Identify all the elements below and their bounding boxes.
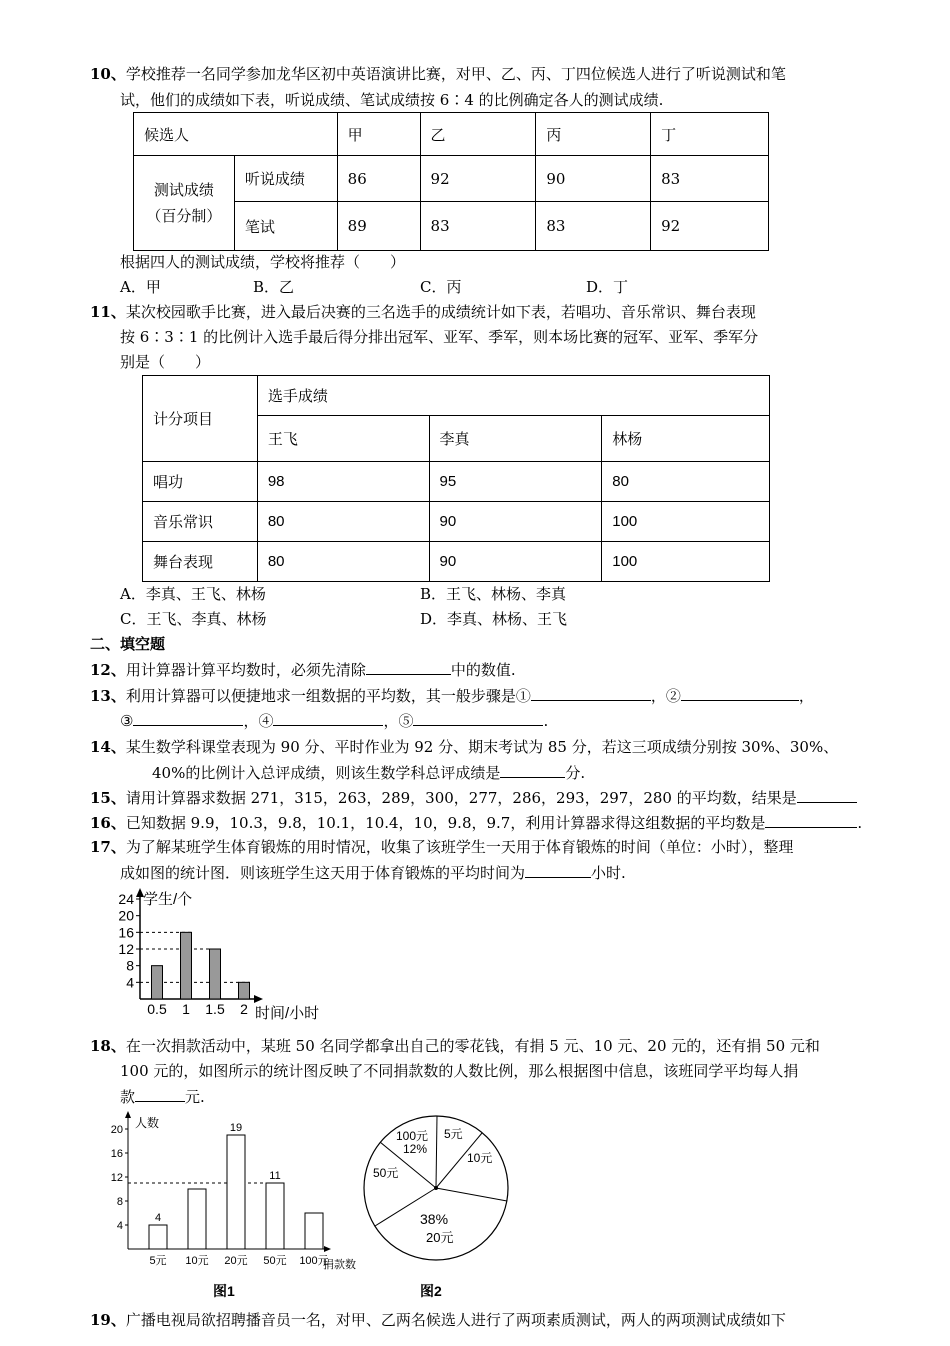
q12-answer-blank[interactable] <box>366 659 451 675</box>
q14-answer-blank[interactable] <box>500 762 565 778</box>
chart2-bar <box>266 1183 284 1249</box>
q17-line1 <box>90 837 793 857</box>
q13-end: . <box>543 712 549 730</box>
pie-caption: 图2 <box>420 1283 442 1299</box>
q13-blank-1[interactable] <box>531 685 651 701</box>
q11-header-row <box>143 376 770 416</box>
q10-group-label <box>134 156 235 251</box>
chart2-ytick-label: 8 <box>116 1196 123 1208</box>
chart2-xtick-label: 20元 <box>224 1255 248 1267</box>
q11-player-lizhen: 李真 <box>429 416 602 462</box>
chart2-data-label: 4 <box>154 1212 162 1224</box>
chart1-bar <box>210 949 221 999</box>
q13-blank-3[interactable] <box>133 710 243 726</box>
q17-line2 <box>120 862 626 883</box>
pie-percent-100: 12% <box>403 1142 428 1156</box>
q11-number: 11、 <box>90 303 126 321</box>
q17-text-2a: 成如图的统计图．则该班学生这天用于体育锻炼的平均时间为 <box>120 864 526 882</box>
chart1-xlabel: 时间/小时 <box>255 1005 320 1022</box>
q10-number: 10、 <box>90 65 126 83</box>
chart1-ytick-label: 12 <box>118 941 134 957</box>
chart2-xtick-label: 10元 <box>185 1255 209 1267</box>
chart2-xtick-label: 5元 <box>149 1255 167 1267</box>
q13-blank-2[interactable] <box>681 685 799 701</box>
chart2-data-label: 11 <box>269 1170 281 1182</box>
q10-header-bing: 丙 <box>536 113 651 156</box>
q18-text-3b: 元. <box>185 1088 205 1106</box>
q10-cell: 89 <box>337 202 420 251</box>
chart1-ytick-label: 4 <box>126 974 134 991</box>
q11-line1 <box>90 302 756 322</box>
q12-text-b: 中的数值. <box>450 661 516 679</box>
chart1-ytick-label: 24 <box>118 891 134 907</box>
q12-number: 12、 <box>90 661 126 679</box>
q13-blank-5[interactable] <box>413 710 543 726</box>
q11-cell: 80 <box>602 462 770 502</box>
q11-row-label: 唱功 <box>143 462 258 502</box>
q10-option-d: D．丁 <box>586 278 629 296</box>
chart2-bars <box>149 1135 323 1249</box>
q14-line1 <box>90 737 838 757</box>
q10-header-jia: 甲 <box>337 113 420 156</box>
q10-header-row <box>134 113 769 156</box>
chart2-xtick-label: 100元 <box>299 1255 329 1267</box>
q14-line2 <box>152 762 585 783</box>
q10-cell: 83 <box>420 202 536 251</box>
pie-label-10: 10元 <box>467 1151 493 1165</box>
q12 <box>90 659 516 680</box>
chart1-xtick-label: 0.5 <box>147 1001 167 1017</box>
q13-mark-3: ③ <box>120 712 134 730</box>
q10-option-a: A．甲 <box>120 278 161 296</box>
q19-number: 19、 <box>90 1311 126 1329</box>
chart1-ylabel: 学生/个 <box>143 891 193 908</box>
q19 <box>90 1310 786 1330</box>
chart1-bar <box>239 982 250 999</box>
q11-option-b: B．王飞、林杨、李真 <box>420 585 567 603</box>
chart2-xlabel: 捐款数 <box>323 1259 356 1271</box>
q10-cell: 86 <box>337 156 420 202</box>
q10-question: 根据四人的测试成绩，学校将推荐（ ） <box>120 253 406 271</box>
q12-text-a: 用计算器计算平均数时，必须先清除 <box>125 661 366 679</box>
q13-line1 <box>90 685 814 706</box>
q16 <box>90 812 862 833</box>
q13-number: 13、 <box>90 687 126 705</box>
chart1-ytick-label: 8 <box>126 957 134 974</box>
q17-answer-blank[interactable] <box>525 862 591 878</box>
q10-header-yi: 乙 <box>420 113 536 156</box>
chart1-y-ticks <box>118 891 140 990</box>
q14-text-1: 某生数学科课堂表现为 90 分、平时作业为 92 分、期末考试为 85 分，若这三项成绩分别按 30%、30%、 <box>125 738 839 756</box>
chart1-ytick-label: 16 <box>118 924 134 941</box>
q17-number: 17、 <box>90 838 126 856</box>
pie-label-20: 20元 <box>426 1230 454 1245</box>
chart2-bar <box>149 1225 167 1249</box>
q10-line1 <box>90 64 786 84</box>
q11-corner: 计分项目 <box>143 376 258 462</box>
q14-text-2b: 分. <box>565 764 586 782</box>
q11-player-linyang: 林杨 <box>602 416 770 462</box>
q17-text-1: 为了解某班学生体育锻炼的用时情况，收集了该班学生一天用于体育锻炼的时间（单位：小时），整理 <box>125 838 794 856</box>
q19-text: 广播电视局欲招聘播音员一名，对甲、乙两名候选人进行了两项素质测试，两人的两项测试成绩如下 <box>125 1311 786 1329</box>
chart2-ylabel: 人数 <box>135 1116 160 1130</box>
chart2-xtick-label: 50元 <box>263 1255 287 1267</box>
q10-cell: 92 <box>651 202 769 251</box>
q11-option-a: A．李真、王飞、林杨 <box>120 585 266 603</box>
q11-cell: 90 <box>429 542 602 582</box>
q11-cell: 80 <box>257 542 429 582</box>
q13-line2 <box>120 710 548 731</box>
q10-cell: 83 <box>536 202 651 251</box>
chart2-ytick-label: 12 <box>110 1172 123 1184</box>
q13-text-a: 利用计算器可以便捷地求一组数据的平均数，其一般步骤是① <box>125 687 531 705</box>
q11-cell: 80 <box>257 502 429 542</box>
q10-group-label-2: （百分制） <box>146 207 222 225</box>
q13-mark-4: ，④ <box>243 712 274 730</box>
chart1-xtick-label: 1.5 <box>205 1001 225 1017</box>
chart2-caption: 图1 <box>213 1283 235 1299</box>
chart2-bar <box>188 1189 206 1249</box>
chart2-data-label: 19 <box>229 1122 243 1134</box>
pie-label-100: 100元 <box>396 1129 429 1143</box>
q18-line2: 100 元的，如图所示的统计图反映了不同捐款数的人数比例，那么根据图中信息，该班同学平均每人捐 <box>120 1062 799 1080</box>
donation-pie-chart <box>360 1108 520 1300</box>
q10-row-listening <box>134 156 769 202</box>
q13-blank-4[interactable] <box>273 710 383 726</box>
q16-end: . <box>857 814 863 832</box>
q11-cell: 90 <box>429 502 602 542</box>
q10-header-ding: 丁 <box>651 113 769 156</box>
q18-number: 18、 <box>90 1037 126 1055</box>
chart2-ytick-label: 4 <box>116 1220 123 1232</box>
donation-bar-chart <box>105 1110 360 1300</box>
chart2-bar <box>227 1135 245 1249</box>
q11-row-label: 音乐常识 <box>143 502 258 542</box>
q18-text-3a: 款 <box>120 1088 136 1106</box>
q18-answer-blank[interactable] <box>135 1086 185 1102</box>
chart2-x-ticks <box>149 1254 328 1267</box>
q18-text-1: 在一次捐款活动中，某班 50 名同学都拿出自己的零花钱，有捐 5 元、10 元、20 元的，还有捐 50 元和 <box>125 1037 820 1055</box>
q15 <box>90 787 857 808</box>
q11-line3: 别是（ ） <box>120 353 211 371</box>
chart1-bar <box>152 966 163 999</box>
chart1-xtick-label: 2 <box>240 1001 248 1017</box>
q10-cell: 90 <box>536 156 651 202</box>
pie-percent-20: 38% <box>420 1211 449 1227</box>
q11-text-1: 某次校园歌手比赛，进入最后决赛的三名选手的成绩统计如下表，若唱功、音乐常识、舞台表现 <box>125 303 756 321</box>
chart1-xtick-label: 1 <box>182 1001 190 1017</box>
q13-comma-2: ，② <box>650 687 681 705</box>
chart2-y-ticks <box>111 1124 128 1232</box>
q11-score-table <box>142 375 770 582</box>
chart1-x-ticks <box>147 1001 248 1017</box>
q11-row-label: 舞台表现 <box>143 542 258 582</box>
q11-line2: 按 6∶3∶1 的比例计入选手最后得分排出冠军、亚军、季军，则本场比赛的冠军、亚军、季军分 <box>120 328 759 346</box>
q18-line1 <box>90 1036 820 1056</box>
q10-cell: 92 <box>420 156 536 202</box>
q11-option-c: C．王飞、李真、林杨 <box>120 610 267 628</box>
q10-group-label-1: 测试成绩 <box>153 181 214 199</box>
q15-number: 15、 <box>90 789 126 807</box>
q11-cell: 100 <box>602 502 770 542</box>
q10-option-b: B．乙 <box>253 278 295 296</box>
q11-row-stage <box>143 542 770 582</box>
q10-cell: 83 <box>651 156 769 202</box>
q10-line2: 试，他们的成绩如下表，听说成绩、笔试成绩按 6∶4 的比例确定各人的测试成绩. <box>120 91 664 109</box>
q16-text: 已知数据 9.9，10.3，9.8，10.1，10.4，10，9.8，9.7，利用计算器求得这组数据的平均数是 <box>125 814 766 832</box>
pie-label-5: 5元 <box>444 1127 463 1141</box>
q11-option-d: D．李真、林杨、王飞 <box>420 610 568 628</box>
q11-row-singing <box>143 462 770 502</box>
q11-player-wangfei: 王飞 <box>257 416 429 462</box>
chart2-bar <box>305 1213 323 1249</box>
q13-comma-3: ， <box>798 687 814 705</box>
q16-answer-blank[interactable] <box>765 812 857 828</box>
chart1-bars <box>152 932 250 999</box>
q15-text: 请用计算器求数据 271，315，263，289，300，277，286，293，297，280 的平均数，结果是 <box>125 789 797 807</box>
q13-mark-5: ，⑤ <box>383 712 414 730</box>
exercise-time-bar-chart <box>95 882 355 1022</box>
pie-center <box>434 1186 438 1190</box>
q11-cell: 100 <box>602 542 770 582</box>
q10-row-label: 听说成绩 <box>234 156 337 202</box>
q17-text-2b: 小时. <box>591 864 626 882</box>
q10-option-c: C．丙 <box>420 278 462 296</box>
q10-text-1: 学校推荐一名同学参加龙华区初中英语演讲比赛，对甲、乙、丙、丁四位候选人进行了听说测试和笔 <box>125 65 786 83</box>
pie-label-50: 50元 <box>373 1166 399 1180</box>
q10-header-candidate: 候选人 <box>134 113 338 156</box>
q11-group-header: 选手成绩 <box>257 376 769 416</box>
chart1-bar <box>181 932 192 999</box>
q11-cell: 98 <box>257 462 429 502</box>
chart1-ytick-label: 20 <box>118 907 134 924</box>
chart2-ytick-label: 16 <box>110 1148 123 1160</box>
q10-score-table <box>133 112 769 251</box>
q11-cell: 95 <box>429 462 602 502</box>
chart2-data-labels <box>155 1122 281 1224</box>
q18-line3 <box>120 1086 205 1107</box>
q14-number: 14、 <box>90 738 126 756</box>
q15-answer-blank[interactable] <box>797 787 857 803</box>
chart2-ytick-label: 20 <box>110 1124 123 1136</box>
q16-number: 16、 <box>90 814 126 832</box>
q14-text-2a: 40%的比例计入总评成绩，则该生数学科总评成绩是 <box>152 764 501 782</box>
section-fill-in-title: 二、填空题 <box>90 635 166 653</box>
q11-row-music <box>143 502 770 542</box>
q10-row-label: 笔试 <box>234 202 337 251</box>
